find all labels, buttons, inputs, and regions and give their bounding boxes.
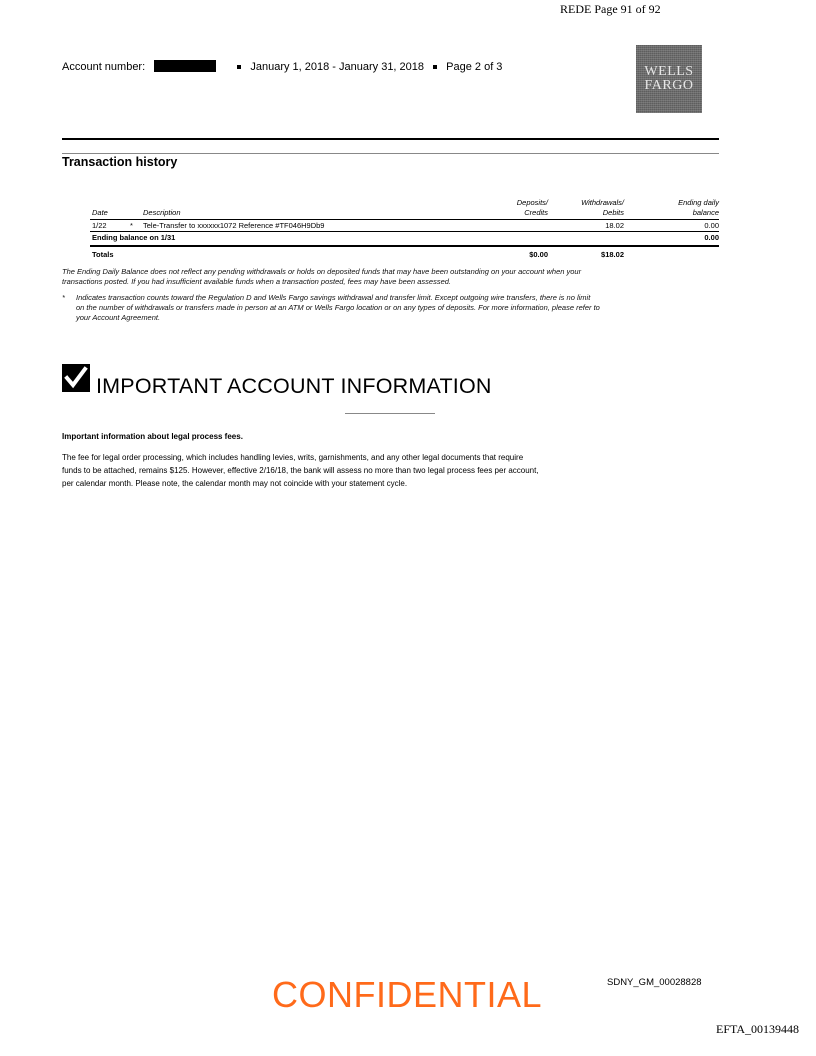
note2-line1: Indicates transaction counts toward the Regulation D and Wells Fargo savings withdrawal and transfer limit. Except outgoing wire transfers, there is no limit bbox=[76, 293, 591, 302]
ending-balance-value: 0.00 bbox=[704, 233, 719, 242]
bullet-separator bbox=[237, 65, 241, 69]
account-number-label: Account number: bbox=[62, 61, 146, 73]
col-balance-line1: Ending daily bbox=[678, 198, 719, 207]
legal-fees-title: Important information about legal process fees. bbox=[62, 432, 243, 441]
note2-marker: * bbox=[62, 293, 65, 302]
ending-balance-note bbox=[62, 267, 719, 287]
section-divider-thick bbox=[62, 138, 719, 140]
col-balance-header bbox=[649, 198, 719, 218]
note1-line1: The Ending Daily Balance does not reflect any pending withdrawals or holds on deposited funds that may have been outstanding on your account when your bbox=[62, 267, 582, 276]
page-indicator: Page 2 of 3 bbox=[446, 61, 503, 73]
row-description: Tele-Transfer to xxxxxx1072 Reference #TF046H9Db9 bbox=[143, 221, 325, 230]
note2-line2: on the number of withdrawals or transfers made in person at an ATM or Wells Fargo location or on any types of deposits. For more information, please refer to bbox=[76, 303, 600, 312]
col-description-header: Description bbox=[143, 208, 181, 217]
legal-text-line3: per calendar month. Please note, the calendar month may not coincide with your statement cycle. bbox=[62, 479, 408, 488]
header-rule bbox=[90, 219, 719, 220]
totals-deposits: $0.00 bbox=[529, 250, 548, 259]
account-header-line bbox=[62, 60, 502, 73]
note2-line3: your Account Agreement. bbox=[76, 313, 161, 322]
bullet-separator bbox=[433, 65, 437, 69]
logo-line-2: FARGO bbox=[644, 78, 694, 93]
logo-line-1: WELLS bbox=[644, 64, 694, 79]
col-withdrawals-header bbox=[560, 198, 624, 218]
row-date: 1/22 bbox=[92, 221, 107, 230]
row-rule bbox=[90, 231, 719, 232]
col-balance-line2: balance bbox=[692, 208, 719, 217]
col-deposits-line2: Credits bbox=[524, 208, 548, 217]
section-divider-thin bbox=[62, 153, 719, 154]
col-withdrawals-line1: Withdrawals/ bbox=[581, 198, 624, 207]
statement-period: January 1, 2018 - January 31, 2018 bbox=[250, 61, 425, 73]
rede-page-label: REDE Page 91 of 92 bbox=[560, 2, 661, 16]
bates-number: SDNY_GM_00028828 bbox=[607, 977, 702, 988]
wells-fargo-logo bbox=[636, 45, 702, 113]
col-date-header: Date bbox=[92, 208, 108, 217]
totals-label: Totals bbox=[92, 250, 114, 259]
legal-text-line1: The fee for legal order processing, which includes handling levies, writs, garnishments, and any other legal documents that require bbox=[62, 453, 524, 462]
col-deposits-header bbox=[490, 198, 548, 218]
transaction-history-title: Transaction history bbox=[62, 155, 178, 169]
confidential-watermark: CONFIDENTIAL bbox=[272, 974, 543, 1015]
ending-balance-label: Ending balance on 1/31 bbox=[92, 233, 176, 242]
totals-rule bbox=[90, 245, 719, 247]
row-marker: * bbox=[130, 221, 133, 230]
efta-number: EFTA_00139448 bbox=[716, 1022, 800, 1036]
legal-text-line2: funds to be attached, remains $125. However, effective 2/16/18, the bank will assess no more than two legal process fees per account, bbox=[62, 466, 539, 475]
row-withdrawal: 18.02 bbox=[605, 221, 624, 230]
col-withdrawals-line2: Debits bbox=[602, 208, 624, 217]
regulation-d-note bbox=[76, 293, 719, 323]
important-heading: IMPORTANT ACCOUNT INFORMATION bbox=[96, 374, 492, 398]
heading-underline bbox=[345, 413, 435, 414]
checkmark-icon bbox=[62, 364, 90, 392]
col-deposits-line1: Deposits/ bbox=[516, 198, 548, 207]
row-balance: 0.00 bbox=[704, 221, 719, 230]
totals-withdrawals: $18.02 bbox=[601, 250, 624, 259]
note1-line2: transactions posted. If you had insufficient available funds when a transaction posted, fees may have been assessed. bbox=[62, 277, 451, 286]
redacted-account-number bbox=[154, 60, 216, 72]
